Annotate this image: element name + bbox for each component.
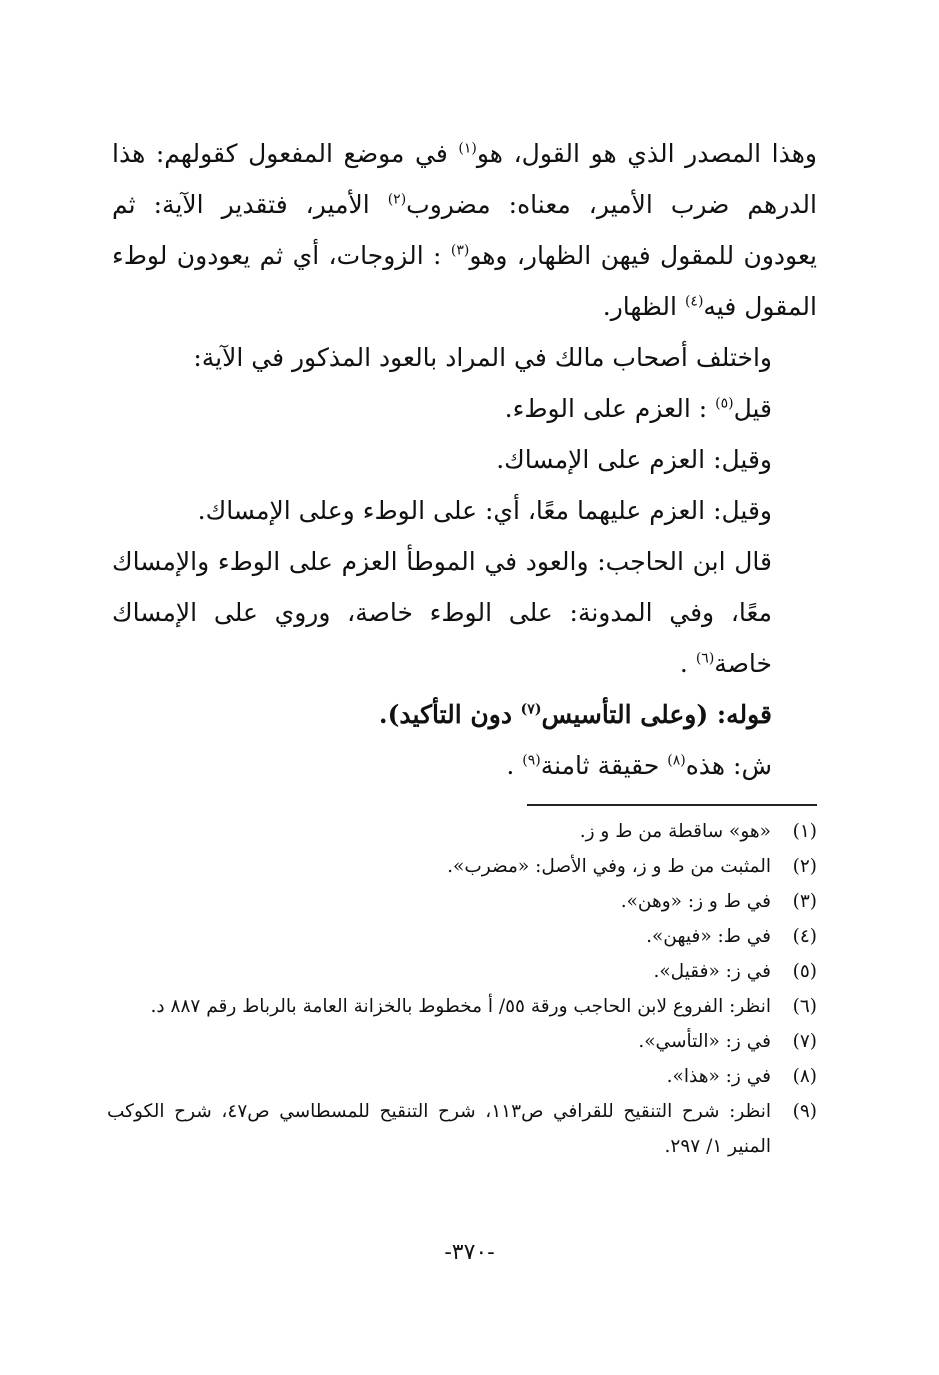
text-run: في موضع المفعول كقولهم: هذا الدرهم ضرب الأمير، معناه: مضروب — [112, 139, 817, 219]
paragraph-qila-2: وقيل: العزم على الإمساك. — [496, 445, 772, 474]
paragraph-qila-1 — [112, 383, 817, 434]
text-run: . — [679, 649, 696, 678]
footnote-ref-9: (٩) — [522, 752, 541, 769]
text-run: الأمير، فتقدير الآية: ثم يعودون للمقول فيهن الظهار، وهو — [112, 190, 817, 270]
footnote-text: انظر: الفروع لابن الحاجب ورقة ٥٥/ أ مخطوط بالخزانة العامة بالرباط رقم ٨٨٧ د. — [150, 996, 771, 1017]
footnote-text: في ط و ز: «وهن». — [620, 891, 771, 912]
footnote-ref-6: (٦) — [695, 650, 715, 667]
footnote-ref-8: (٨) — [667, 752, 686, 769]
footnote — [107, 849, 817, 884]
footnote-ref-5: (٥) — [715, 395, 734, 412]
footnote-number: (٩) — [792, 1101, 817, 1122]
text-run: : العزم على الوطء. — [504, 394, 716, 423]
footnote — [107, 954, 817, 989]
footnote-number: (٤) — [792, 926, 817, 947]
text-run: حقيقة ثامنة — [540, 751, 668, 780]
footnote — [107, 1024, 817, 1059]
text-run: قيل — [733, 394, 772, 423]
footnote-number: (٨) — [792, 1066, 817, 1087]
paragraph-ikhtilaf: واختلف أصحاب مالك في المراد بالعود المذكور في الآية: — [193, 343, 772, 372]
paragraph-sharh — [112, 740, 817, 791]
paragraph-qila-3: وقيل: العزم عليهما معًا، أي: على الوطء وعلى الإمساك. — [197, 496, 772, 525]
footnote-text: المثبت من ط و ز، وفي الأصل: «مضرب». — [447, 856, 771, 877]
footnote-number: (٢) — [792, 856, 817, 877]
footnote-number: (٥) — [792, 961, 817, 982]
footnote — [107, 1094, 817, 1164]
footnote-text: في ز: «التأسي». — [638, 1031, 771, 1052]
footnote-number: (٦) — [792, 996, 817, 1017]
footnote-ref-2: (٢) — [387, 191, 407, 208]
footnote-text: انظر: شرح التنقيح للقرافي ص١١٣، شرح التنقيح للمسطاسي ص٤٧، شرح الكوكب المنير ١/ ٢٩٧. — [107, 1101, 772, 1157]
footnote — [107, 814, 817, 849]
paragraph-masdar — [112, 128, 817, 332]
paragraph-ibn-hajib — [112, 536, 817, 689]
footnote — [107, 989, 817, 1024]
text-run: . — [506, 751, 523, 780]
text-run: دون التأكيد). — [378, 700, 521, 729]
footnote-text: في ط: «فيهن». — [646, 926, 771, 947]
text-run: : الزوجات، أي ثم يعودون لوطء المقول فيه — [112, 241, 817, 321]
footnote — [107, 884, 817, 919]
footnote-ref-3: (٣) — [450, 242, 470, 259]
text-run: قال ابن الحاجب: والعود في الموطأ العزم على الوطء والإمساك معًا، وفي المدونة: على الوطء خاصة، وروي على الإمساك خاصة — [112, 547, 772, 678]
footnote-text: في ز: «فقيل». — [653, 961, 771, 982]
footnote-ref-1: (١) — [458, 140, 477, 157]
footnotes — [107, 814, 817, 1164]
page-number: -٣٧٠- — [444, 1240, 495, 1265]
footnote-ref-4: (٤) — [684, 293, 704, 310]
footnote-text: في ز: «هذا». — [666, 1066, 771, 1087]
text-run: قوله: (وعلى التأسيس — [541, 700, 772, 729]
footnote-ref-7: (٧) — [520, 701, 542, 718]
text-run: وهذا المصدر الذي هو القول، هو — [476, 139, 817, 168]
footnote-number: (٧) — [792, 1031, 817, 1052]
text-run: ش: هذه — [685, 751, 772, 780]
main-text — [112, 128, 817, 791]
matn-heading — [112, 689, 817, 740]
footnote-number: (٣) — [792, 891, 817, 912]
footnote — [107, 919, 817, 954]
text-run: الظهار. — [602, 292, 685, 321]
footnote-divider — [527, 804, 817, 806]
footnote — [107, 1059, 817, 1094]
footnote-text: «هو» ساقطة من ط و ز. — [579, 821, 771, 842]
footnote-number: (١) — [792, 821, 817, 842]
